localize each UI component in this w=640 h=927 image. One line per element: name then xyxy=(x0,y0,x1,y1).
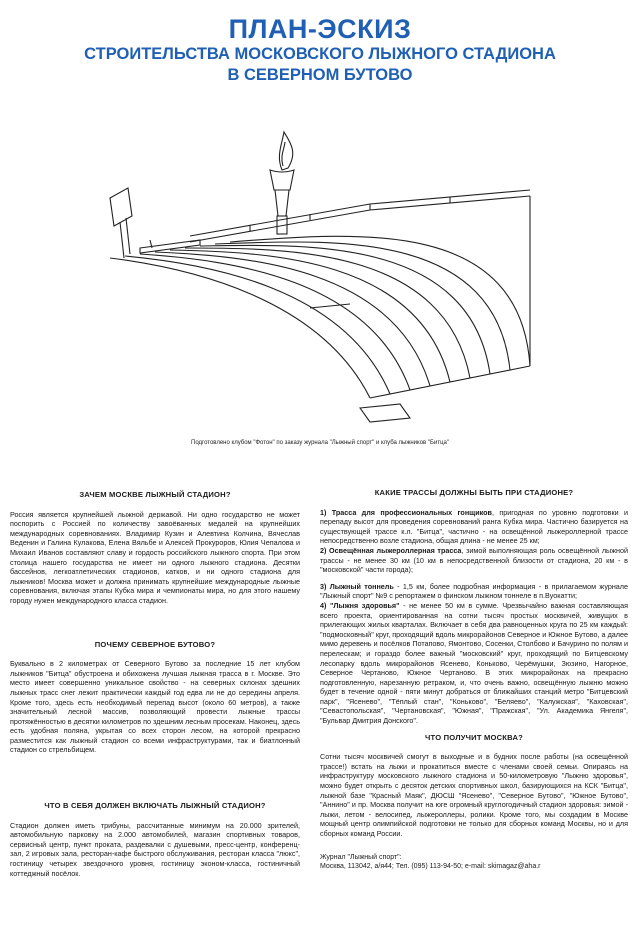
track-item-4-title: 4) "Лыжня здоровья" xyxy=(320,600,400,610)
scoreboard-icon xyxy=(110,188,132,258)
track-item-3-title: 3) Лыжный тоннель xyxy=(320,581,394,591)
track-item-2-text: , зимой выполняющая роль освещённой лыжной трассы - не менее 30 км (10 км в непосредственной близости от стадиона, 20 км - в "московской" части города); xyxy=(320,545,628,575)
left-column xyxy=(10,490,300,878)
track-item-1-text: , пригодная по уровню подготовки и перепаду высот для проведения соревнований ранга Кубка мира. Частично базируется на существующей трассе к.л. "Битца", частично - на освещённой лыжероллерной трассе непосредственно возле стадиона, общая длина - не менее 25 км; xyxy=(320,507,629,546)
track-item-3 xyxy=(320,582,628,601)
track-item-1-title: 1) Трасса для профессиональных гонщиков xyxy=(320,507,492,517)
track-item-2 xyxy=(320,546,628,575)
magazine-name: Журнал "Лыжный спорт": xyxy=(320,853,402,861)
track-item-4 xyxy=(320,601,628,726)
paragraph-why-butovo: Буквально в 2 километрах от Северного Бутово за последние 15 лет клубом лыжников "Битца" обустроена и обихожена лучшая лыжная трасса в г. Москве. Это место имеет совершенно уникальное свойство - на северных склонах здешних лыжных трасс снег лежит практически каждый год едва ли не до середины апреля. Кроме того, здесь есть необходимый перепад высот (около 60 метров), а также значительный лесной массив, позволяющий провести лыжные трассы протяжённостью в десятки километров по здешним лесным просекам. Наконец, здесь есть удобная поляна, укрытая со всех сторон лесом, на которой прекрасно разместится как лыжный стадион со всеми инфраструктурами, так и биатлонный стадион со стрельбищем. xyxy=(10,659,300,755)
heading-what-moscow-gets: ЧТО ПОЛУЧИТ МОСКВА? xyxy=(425,732,523,742)
paragraph-stadium-contents: Стадион должен иметь трибуны, рассчитанные минимум на 20.000 зрителей, автомобильную парковку на 2.000 автомобилей, магазин спортивных товаров, сервисный центр, пункт проката, раздевалки с душевыми, пресс-центр, конференц-зал, 2 игровых зала, ресторан-кафе быстрого обслуживания, ресторан класса "люкс", гостиницу четырех звездочного уровня, гостиницу эконом-класса, гостиничный коттеджный посёлок. xyxy=(10,820,300,878)
drawing-caption: Подготовлено клубом "Фотон" по заказу журнала "Лыжный спорт" и клуба лыжников "Битца" xyxy=(191,440,449,446)
page-header xyxy=(0,14,640,86)
magazine-address: Москва, 113042, а/я44; Тел. (095) 113-94-50; e-mail: skimagaz@aha.r xyxy=(320,863,541,871)
track-item-2-title: 2) Освещённая лыжероллерная трасса xyxy=(320,545,462,555)
heading-stadium-contents: ЧТО В СЕБЯ ДОЛЖЕН ВКЛЮЧАТЬ ЛЫЖНЫЙ СТАДИОН? xyxy=(44,801,266,811)
title-line-1: ПЛАН-ЭСКИЗ xyxy=(228,14,412,44)
paragraph-what-moscow-gets: Сотни тысяч москвичей смогут в выходные и в будних после работы (на освещённой трассе!) встать на лыжи и прокатиться вместе с членами своей семьи. Опираясь на инфраструктуру московского лыжного стадиона и 50-километровую "Лыжню здоровья", можно будет открыть с десяток детских спортивных школ, базирующихся на КСК "Битца", лыжной базе "Красный Маяк", ДЮСШ "Ясенево", "Северное Бутово", "Южное Бутово", "Аннино" и пр. Москва получит на юге огромный круглогодичный стадион здоровья: зимой - лыжи, летом - велосипед, лыжероллеры, ролики. Кроме того, мы создадим в Москве мощный центр олимпийской подготовки не только для сборных команд Москвы, но и для сборных команд России. xyxy=(320,752,628,838)
heading-why-butovo: ПОЧЕМУ СЕВЕРНОЕ БУТОВО? xyxy=(94,639,216,649)
heading-why-moscow: ЗАЧЕМ МОСКВЕ ЛЫЖНЫЙ СТАДИОН? xyxy=(79,490,231,499)
paragraph-why-moscow: Россия является крупнейшей лыжной державой. Ни одно государство не может поспорить с Россией по количеству завоёванных медалей на крупнейших международных соревнованиях. Владимир Кузин и Алевтина Колчина, Вячеслав Веденин и Галина Кулакова, Елена Вяльбе и Алексей Прокуроров, Юлия Чепалова и Михаил Иванов составляют славу и гордость российского лыжного спорта. При этом столица нашего государства не имеет ни одного лыжного стадиона. Десятки бассейнов, легкоатлетических стадионов, катков, и ни одного стадиона для лыжников! Москва может и должна принимать крупнейшие международные лыжные соревнования, включая этапы Кубка мира и чемпионаты мира, но для этого нашему городу нужен международного класса стадион. xyxy=(10,509,300,605)
stadium-sketch-drawing xyxy=(70,108,570,438)
heading-tracks: КАКИЕ ТРАССЫ ДОЛЖНЫ БЫТЬ ПРИ СТАДИОНЕ? xyxy=(374,488,574,497)
track-item-1 xyxy=(320,508,628,546)
title-line-3: В СЕВЕРНОМ БУТОВО xyxy=(227,66,413,84)
title-line-2: СТРОИТЕЛЬСТВА МОСКОВСКОГО ЛЫЖНОГО СТАДИОНА xyxy=(84,45,556,63)
right-column xyxy=(320,488,628,872)
magazine-contacts xyxy=(320,853,628,872)
track-item-3-text: - 1,5 км, более подробная информация - в прилагаемом журнале "Лыжный спорт" №9 с репортажем о финском лыжном тоннеле в п.Вуокатти; xyxy=(320,581,628,601)
track-item-4-text: - не менее 50 км в сумме. Чрезвычайно важная составляющая всего проекта, ориентированная на сотни тысяч простых москвичей, живущих в прилегающих жилых кварталах. Включает в себя два равноценных круга по 25 км каждый: "подмосковный" круг, проходящий вдоль микрорайонов Северное и Южное Бутово, а далее мимо деревень и посёлков Потапово, Ямонтово, Сосенки, Столбово и Бачурино по полям и перелескам; и гораздо более важный "московский" круг, проходящий по Битцевскому лесопарку вдоль микрорайонов Ясенево, Коньково, Черёмушки, Зюзино, Нагорное, Северное Чертаново, Южное Чертаново. В этих микрорайонах на прекрасно подготовленную, нарезанную ретраком, и, что очень важно, освещённую лыжню можно будет в течение одной - пяти минут добраться от ближайших станций метро "Битцевский парк", "Ясенево", "Тёплый стан", "Коньково", "Беляево", "Калужская", "Каховская", "Севастопольская", "Чертановская", "Южная", "Пражская", "Ул. Академика Янгеля", "Бульвар Дмитрия Донского". xyxy=(320,600,628,726)
